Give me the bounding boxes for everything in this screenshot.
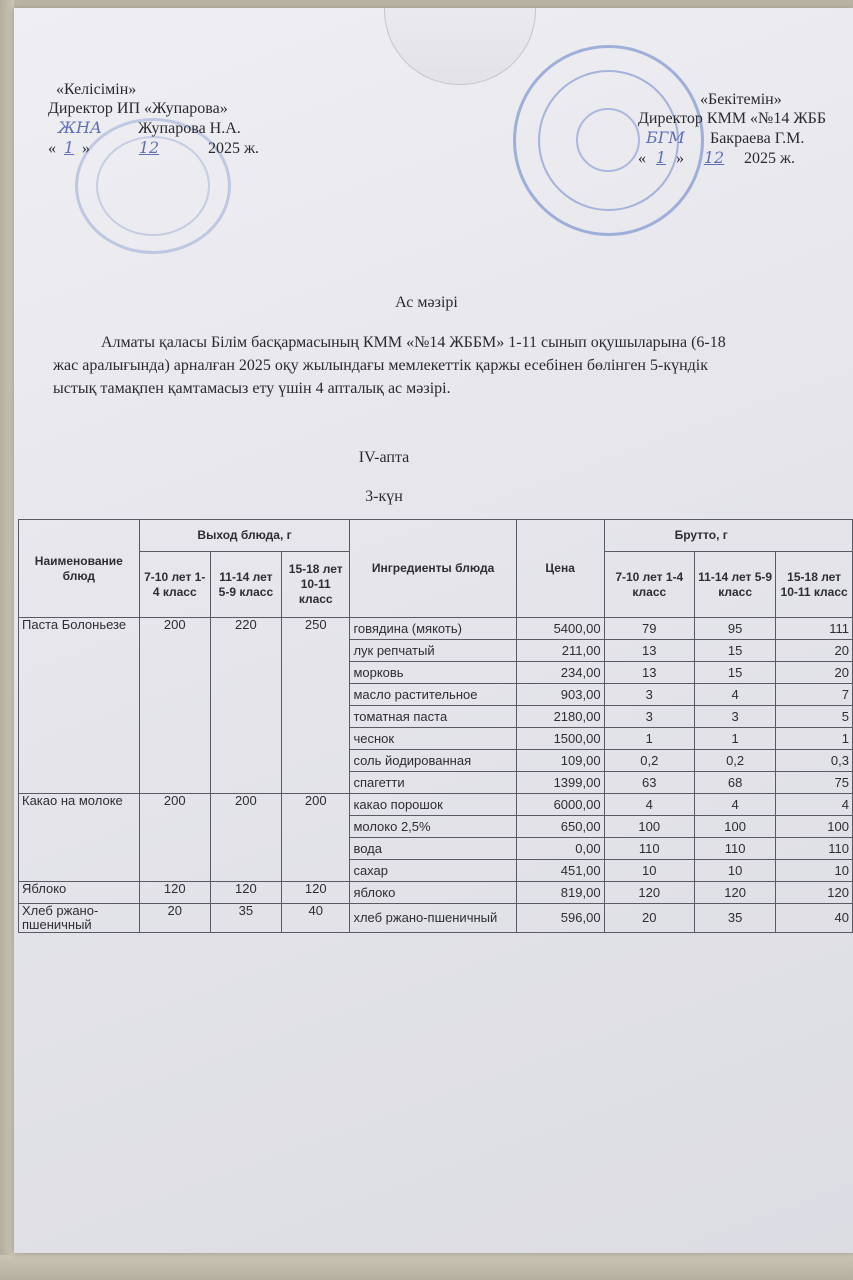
- signature-left: ЖНА: [58, 118, 103, 137]
- ingredient-price: 109,00: [516, 750, 604, 772]
- header-yield: Выход блюда, г: [139, 520, 350, 552]
- brutto-age-3: 4: [776, 794, 853, 816]
- dish-yield-2: 220: [210, 618, 281, 794]
- brutto-age-1: 0,2: [604, 750, 694, 772]
- brutto-age-2: 100: [694, 816, 775, 838]
- dish-yield-2: 35: [210, 904, 281, 933]
- frame-left: [0, 0, 14, 1280]
- dish-name: Хлеб ржано-пшеничный: [19, 904, 140, 933]
- header-brutto-age-2: 11-14 лет 5-9 класс: [694, 552, 775, 618]
- ingredient-price: 0,00: [516, 838, 604, 860]
- ingredient-price: 234,00: [516, 662, 604, 684]
- ingredient-name: морковь: [350, 662, 516, 684]
- brutto-age-3: 20: [776, 640, 853, 662]
- approval-position: Директор ИП «Жупарова»: [48, 100, 228, 117]
- brutto-age-3: 75: [776, 772, 853, 794]
- brutto-age-2: 1: [694, 728, 775, 750]
- brutto-age-1: 3: [604, 706, 694, 728]
- brutto-age-3: 7: [776, 684, 853, 706]
- brutto-age-3: 40: [776, 904, 853, 933]
- ingredient-price: 819,00: [516, 882, 604, 904]
- dish-yield-1: 20: [139, 904, 210, 933]
- dish-yield-3: 40: [282, 904, 350, 933]
- header-ingredients: Ингредиенты блюда: [350, 520, 516, 618]
- brutto-age-1: 110: [604, 838, 694, 860]
- ingredient-name: вода: [350, 838, 516, 860]
- brutto-age-3: 1: [776, 728, 853, 750]
- sleeve-notch: [384, 8, 536, 85]
- ingredient-price: 596,00: [516, 904, 604, 933]
- ingredient-name: говядина (мякоть): [350, 618, 516, 640]
- table-row: [19, 794, 853, 816]
- ingredient-name: яблоко: [350, 882, 516, 904]
- intro-paragraph: Алматы қаласы Білім басқармасының КММ «№14 ЖББМ» 1-11 сынып оқушыларына (6-18 жас аралығында) арналған 2025 оқу жылындағы мемлекеттік қаржы есебінен бөлінген 5-күндік ыстық тамақпен қамтамасыз ету үшін 4 апталық ас мәзірі.: [53, 334, 726, 397]
- header-dish: Наименование блюд: [19, 520, 140, 618]
- approval-title: «Бекітемін»: [700, 91, 782, 108]
- dish-yield-3: 200: [282, 794, 350, 882]
- ingredient-name: спагетти: [350, 772, 516, 794]
- ingredient-name: соль йодированная: [350, 750, 516, 772]
- dish-name: Какао на молоке: [19, 794, 140, 882]
- ingredient-name: чеснок: [350, 728, 516, 750]
- header-price: Цена: [516, 520, 604, 618]
- table-row: [19, 618, 853, 640]
- brutto-age-2: 4: [694, 684, 775, 706]
- header-brutto: Брутто, г: [604, 520, 852, 552]
- dish-yield-1: 200: [139, 794, 210, 882]
- approval-date: « 1 » 12 2025 ж.: [48, 138, 260, 157]
- ingredient-price: 2180,00: [516, 706, 604, 728]
- ingredient-price: 451,00: [516, 860, 604, 882]
- ingredient-name: хлеб ржано-пшеничный: [350, 904, 516, 933]
- ingredient-price: 211,00: [516, 640, 604, 662]
- day-label: 3-күн: [365, 488, 403, 505]
- brutto-age-1: 13: [604, 640, 694, 662]
- frame-bottom: [0, 1255, 853, 1280]
- approval-position: Директор КММ «№14 ЖББ: [638, 110, 827, 127]
- brutto-age-1: 13: [604, 662, 694, 684]
- dish-yield-2: 200: [210, 794, 281, 882]
- brutto-age-2: 10: [694, 860, 775, 882]
- approval-name: Бакраева Г.М.: [710, 130, 805, 147]
- dish-yield-2: 120: [210, 882, 281, 904]
- approval-block-left: [48, 80, 259, 158]
- brutto-age-3: 5: [776, 706, 853, 728]
- ingredient-price: 6000,00: [516, 794, 604, 816]
- dish-yield-1: 120: [139, 882, 210, 904]
- dish-name: Паста Болоньезе: [19, 618, 140, 794]
- ingredient-price: 903,00: [516, 684, 604, 706]
- ingredient-name: молоко 2,5%: [350, 816, 516, 838]
- approval-date: « 1 » 12 2025 ж.: [638, 148, 796, 167]
- brutto-age-2: 15: [694, 640, 775, 662]
- dish-yield-3: 120: [282, 882, 350, 904]
- dish-name: Яблоко: [19, 882, 140, 904]
- week-label: IV-апта: [358, 449, 410, 466]
- approval-title: «Келісімін»: [56, 81, 137, 98]
- ingredient-name: сахар: [350, 860, 516, 882]
- brutto-age-3: 20: [776, 662, 853, 684]
- header-brutto-age-1: 7-10 лет 1-4 класс: [604, 552, 694, 618]
- brutto-age-2: 0,2: [694, 750, 775, 772]
- dish-yield-1: 200: [139, 618, 210, 794]
- brutto-age-3: 0,3: [776, 750, 853, 772]
- brutto-age-1: 10: [604, 860, 694, 882]
- header-brutto-age-3: 15-18 лет 10-11 класс: [776, 552, 853, 618]
- header-yield-age-2: 11-14 лет 5-9 класс: [210, 552, 281, 618]
- document-title: Ас мәзірі: [395, 294, 458, 311]
- table-row: [19, 882, 853, 904]
- header-yield-age-1: 7-10 лет 1-4 класс: [139, 552, 210, 618]
- brutto-age-3: 120: [776, 882, 853, 904]
- brutto-age-3: 10: [776, 860, 853, 882]
- brutto-age-2: 4: [694, 794, 775, 816]
- brutto-age-3: 100: [776, 816, 853, 838]
- brutto-age-1: 4: [604, 794, 694, 816]
- brutto-age-2: 68: [694, 772, 775, 794]
- menu-table: [18, 519, 853, 933]
- brutto-age-2: 120: [694, 882, 775, 904]
- ingredient-price: 1500,00: [516, 728, 604, 750]
- ingredient-price: 5400,00: [516, 618, 604, 640]
- brutto-age-1: 120: [604, 882, 694, 904]
- brutto-age-2: 15: [694, 662, 775, 684]
- ingredient-price: 1399,00: [516, 772, 604, 794]
- brutto-age-2: 95: [694, 618, 775, 640]
- approval-block-right: [638, 90, 826, 168]
- brutto-age-1: 1: [604, 728, 694, 750]
- signature-right: БГМ: [646, 128, 685, 147]
- ingredient-name: масло растительное: [350, 684, 516, 706]
- ingredient-name: лук репчатый: [350, 640, 516, 662]
- brutto-age-2: 3: [694, 706, 775, 728]
- brutto-age-1: 63: [604, 772, 694, 794]
- ingredient-name: томатная паста: [350, 706, 516, 728]
- brutto-age-1: 100: [604, 816, 694, 838]
- approval-name: Жупарова Н.А.: [138, 120, 241, 137]
- table-row: [19, 904, 853, 933]
- brutto-age-2: 110: [694, 838, 775, 860]
- header-yield-age-3: 15-18 лет 10-11 класс: [282, 552, 350, 618]
- brutto-age-3: 110: [776, 838, 853, 860]
- brutto-age-1: 3: [604, 684, 694, 706]
- ingredient-price: 650,00: [516, 816, 604, 838]
- brutto-age-1: 79: [604, 618, 694, 640]
- ingredient-name: какао порошок: [350, 794, 516, 816]
- brutto-age-2: 35: [694, 904, 775, 933]
- brutto-age-3: 111: [776, 618, 853, 640]
- dish-yield-3: 250: [282, 618, 350, 794]
- brutto-age-1: 20: [604, 904, 694, 933]
- menu-table-body: [19, 618, 853, 933]
